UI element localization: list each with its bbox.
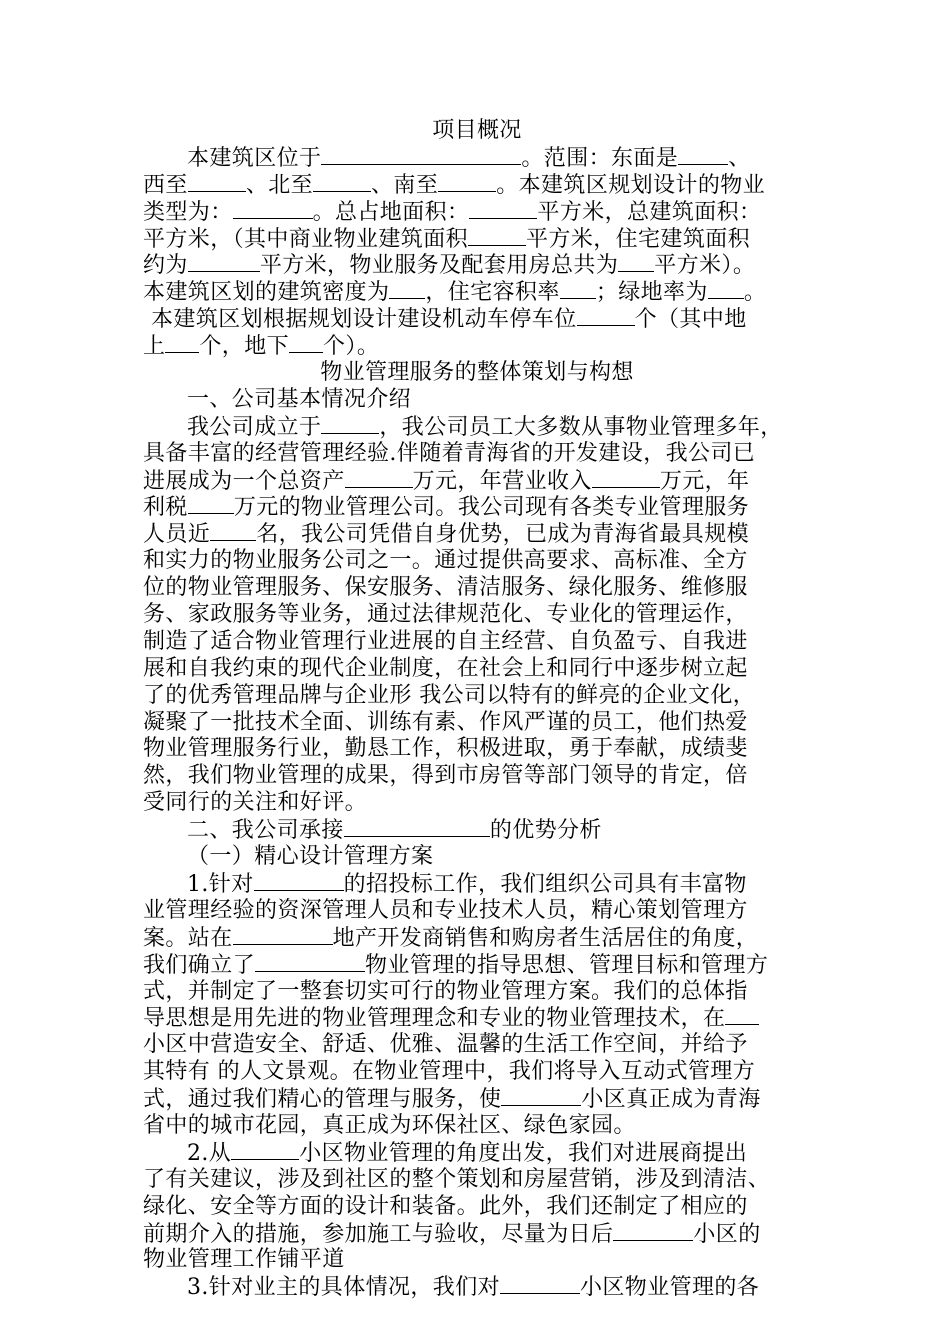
p2-line-1: 1.针对 的招投标工作，我们组织公司具有丰富物 bbox=[187, 871, 747, 897]
p3-line-2: 了有关建议，涉及到社区的整个策划和房屋营销，涉及到清洁、 bbox=[143, 1166, 771, 1192]
plot-ratio-blank bbox=[560, 279, 596, 299]
tax-blank bbox=[188, 494, 234, 514]
p1-line-2: 具备丰富的经营管理经验.伴随着青海省的开发建设，我公司已 bbox=[143, 440, 756, 466]
section-2-heading: 二、我公司承接 的优势分析 bbox=[187, 818, 602, 844]
project-overview-title: 项目概况 bbox=[432, 118, 522, 143]
guidance-blank bbox=[255, 952, 365, 972]
overview-line-6: 本建筑区划的建筑密度为 ，住宅容积率 ；绿地率为 。 bbox=[143, 280, 767, 306]
p2-line-9: 式，通过我们精心的管理与服务，使 小区真正成为青海 bbox=[143, 1087, 761, 1113]
overview-line-3: 类型为： 。总占地面积： 平方米，总建筑面积： bbox=[143, 199, 762, 225]
p1-line-1: 我公司成立于 ，我公司员工大多数从事物业管理多年， bbox=[187, 414, 783, 440]
p2-line-5: 式，并制定了一整套切实可行的物业管理方案。我们的总体指 bbox=[143, 978, 748, 1004]
p1-line-6: 和实力的物业服务公司之一。通过提供高要求、高标准、全方 bbox=[143, 548, 748, 574]
developer-blank bbox=[233, 925, 333, 945]
district-blank bbox=[725, 1005, 759, 1025]
east-blank bbox=[678, 145, 728, 165]
community-blank-4 bbox=[500, 1274, 580, 1294]
residential-area-blank bbox=[188, 252, 260, 272]
density-blank bbox=[389, 279, 425, 299]
p1-line-10: 展和自我约束的现代企业制度，在社会上和同行中逐步树立起 bbox=[143, 655, 748, 681]
p2-line-7: 小区中营造安全、舒适、优雅、温馨的生活工作空间，并给予 bbox=[143, 1032, 748, 1058]
community-blank-2 bbox=[231, 1140, 299, 1160]
p1-line-4: 利税 万元的物业管理公司。我公司现有各类专业管理服务 bbox=[143, 495, 750, 521]
p2-line-2: 业管理经验的资深管理人员和专业技术人员，精心策划管理方 bbox=[143, 897, 748, 923]
p3-line-5: 物业管理工作铺平道 bbox=[143, 1247, 345, 1273]
community-blank bbox=[501, 1086, 581, 1106]
p1-line-15: 受同行的关注和好评。 bbox=[143, 790, 368, 816]
p1-line-8: 务、家政服务等业务，通过法律规范化、专业化的管理运作， bbox=[143, 602, 748, 628]
p2-line-10: 省中的城市花园，真正成为环保社区、绿色家园。 bbox=[143, 1112, 636, 1138]
p2-line-8: 其特有 的人文景观。在物业管理中，我们将导入互动式管理方 bbox=[143, 1059, 756, 1085]
p1-line-7: 位的物业管理服务、保安服务、清洁服务、绿化服务、维修服 bbox=[143, 575, 748, 601]
overview-line-1: 本建筑区位于 。范围：东面是 、 bbox=[187, 145, 751, 171]
land-area-blank bbox=[469, 199, 537, 219]
overview-line-8: 上 个，地下 个）。 bbox=[143, 334, 380, 360]
total-assets-blank bbox=[345, 468, 413, 488]
section-1-heading: 一、公司基本情况介绍 bbox=[187, 386, 412, 412]
p1-line-13: 物业管理服务行业，勤恳工作，积极进取，勇于奉献，成绩斐 bbox=[143, 736, 748, 762]
above-ground-blank bbox=[165, 333, 199, 353]
property-type-blank bbox=[233, 199, 313, 219]
location-blank bbox=[321, 145, 521, 165]
staff-count-blank bbox=[210, 521, 256, 541]
planning-title: 物业管理服务的整体策划与构想 bbox=[320, 360, 634, 386]
overview-line-2: 西至 、北至 、南至 。本建筑区规划设计的物业 bbox=[143, 172, 766, 198]
p1-line-14: 然，我们物业管理的成果，得到市房管等部门领导的肯定，倍 bbox=[143, 763, 748, 789]
green-ratio-blank bbox=[708, 279, 744, 299]
project-name-blank bbox=[344, 817, 490, 837]
p2-line-3: 案。站在 地产开发商销售和购房者生活居住的角度， bbox=[143, 925, 759, 951]
overview-line-4: 平方米，（其中商业物业建筑面积 平方米，住宅建筑面积 bbox=[143, 226, 751, 252]
commercial-area-blank bbox=[468, 226, 526, 246]
founded-blank bbox=[321, 414, 379, 434]
p1-line-12: 凝聚了一批技术全面、训练有素、作风严谨的员工，他们热爱 bbox=[143, 709, 748, 735]
south-blank bbox=[438, 172, 496, 192]
p2-line-4: 我们确立了 物业管理的指导思想、管理目标和管理方 bbox=[143, 952, 769, 978]
p3-line-4: 前期介入的措施，参加施工与验收，尽量为日后 小区的 bbox=[143, 1221, 761, 1247]
subsection-1-heading: （一）精心设计管理方案 bbox=[187, 844, 434, 870]
west-blank bbox=[188, 172, 246, 192]
p1-line-9: 制造了适合物业管理行业进展的自主经营、自负盈亏、自我进 bbox=[143, 628, 748, 654]
north-blank bbox=[313, 172, 371, 192]
service-area-blank bbox=[618, 252, 654, 272]
p1-line-3: 进展成为一个总资产 万元，年营业收入 万元，年 bbox=[143, 468, 750, 494]
p4-line-1: 3.针对业主的具体情况，我们对 小区物业管理的各 bbox=[187, 1275, 760, 1301]
p1-line-5: 人员近 名，我公司凭借自身优势，已成为青海省最具规模 bbox=[143, 522, 750, 548]
document-page bbox=[143, 118, 811, 1301]
overview-line-5: 约为 平方米，物业服务及配套用房总共为 平方米）。 bbox=[143, 253, 756, 279]
p3-line-1: 2.从 小区物业管理的角度出发，我们对进展商提出 bbox=[187, 1140, 748, 1166]
p1-line-11: 了的优秀管理品牌与企业形 我公司以特有的鲜亮的企业文化， bbox=[143, 682, 756, 708]
p3-line-3: 绿化、安全等方面的设计和装备。此外，我们还制定了相应的 bbox=[143, 1193, 748, 1219]
underground-blank bbox=[289, 333, 323, 353]
tender-blank bbox=[254, 871, 344, 891]
community-blank-3 bbox=[613, 1221, 693, 1241]
p2-line-6: 导思想是用先进的物业管理理念和专业的物业管理技术，在 bbox=[143, 1005, 811, 1032]
revenue-blank bbox=[592, 468, 660, 488]
parking-blank bbox=[577, 306, 635, 326]
overview-line-7: 本建筑区划根据规划设计建设机动车停车位 个（其中地 bbox=[151, 307, 747, 333]
